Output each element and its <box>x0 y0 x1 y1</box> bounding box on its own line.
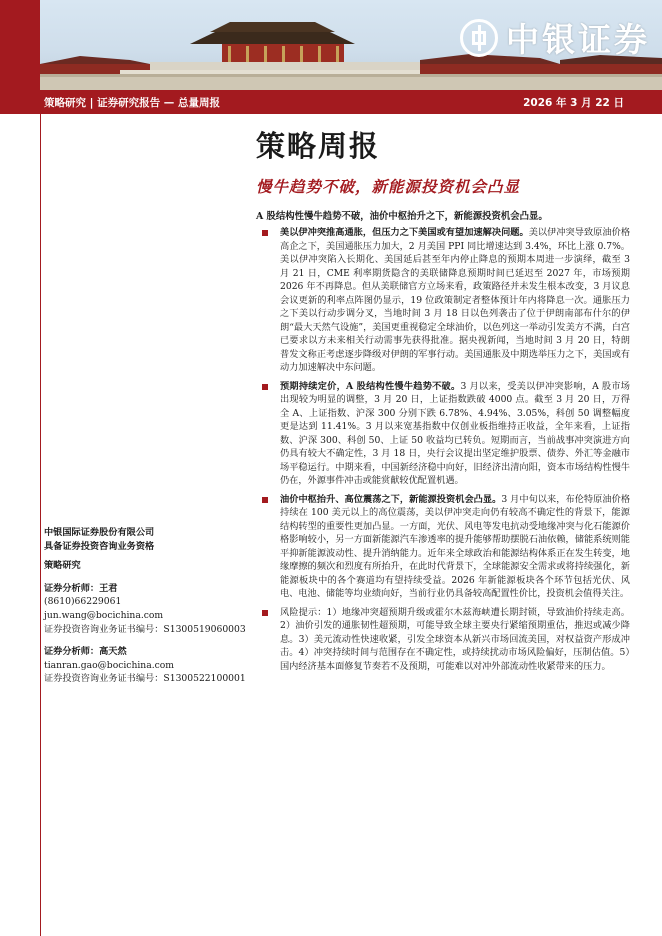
research-section: 策略研究 <box>44 560 81 572</box>
key-point <box>256 226 630 375</box>
analyst-email[interactable]: jun.wang@bocichina.com <box>44 609 164 621</box>
header-banner <box>0 0 662 90</box>
boc-logo-icon <box>460 19 498 57</box>
brand <box>460 14 650 61</box>
key-point-body: 3 月中旬以来，布伦特原油价格持续在 100 美元以上的高位震荡，美以伊冲突走向仍有较高不确定性的背景下，能源结构转型的重要性更加凸显。一方面，光伏、风电等发电抗动受地缘冲突与化石能源价格影响较小，另一方面新能源汽车渗透率的提升能够帮助摆脱石油依赖，储能系统则能平抑新能源波动性、提升消纳能力。近年来全球政治和能源结构体系正在发生转变，地缘摩擦的频次和烈度有所抬升，在此时代背景下，全球能源安全需求或将持续强化，新能源板块中的各个赛道均有望持续受益。2026 年新能源板块各个环节包括光伏、风电、电池、储能等均业绩向好，当前行业仍具备较高配置性价比，投资机会值得关注。 <box>280 493 631 599</box>
sidebar-info <box>44 526 249 686</box>
left-divider <box>40 114 41 936</box>
report-lead: A 股结构性慢牛趋势不破，油价中枢抬升之下，新能源投资机会凸显。 <box>256 211 548 222</box>
key-point-head: 美以伊冲突推高通胀，但压力之下美国或有望加速解决问题。 <box>280 227 529 238</box>
qualification: 具备证券投资咨询业务资格 <box>44 540 155 552</box>
key-point <box>256 380 630 488</box>
bullet-square-icon <box>262 384 268 390</box>
main-content <box>256 124 630 673</box>
key-point-head: 预期持续定价，A 股结构性慢牛趋势不破。 <box>280 380 461 392</box>
key-point-head: 油价中枢抬升、高位震荡之下，新能源投资机会凸显。 <box>280 493 502 505</box>
company-name: 中银国际证券股份有限公司 <box>44 527 155 538</box>
bullet-square-icon <box>262 497 268 503</box>
category-strip <box>0 90 662 114</box>
report-subtitle: 慢牛趋势不破，新能源投资机会凸显 <box>256 177 521 196</box>
risk-text: 风险提示：1）地缘冲突超预期升级或霍尔木兹海峡遭长期封锁，导致油价持续走高。2）油价引发的通胀韧性超预期，可能导致全球主要央行紧缩预期重估，推迟或减少降息。3）美元流动性快速收紧，引发全球资本从新兴市场回流美国，对权益资产形成冲击。4）冲突持续时间与范围存在不确定性，或持续扰动市场风险偏好，压制估值。5）国内经济基本面修复节奏若不及预期，可能难以对冲外部流动性收紧带来的压力。 <box>280 606 630 672</box>
key-points <box>256 226 630 601</box>
report-date: 2026 年 3 月 22 日 <box>523 97 624 109</box>
risk-warning <box>256 606 630 674</box>
report-category: 策略研究 | 证券研究报告 — 总量周报 <box>44 97 220 109</box>
brand-name: 中银证券 <box>506 20 650 59</box>
analyst-license: 证券投资咨询业务证书编号：S1300519060003 <box>44 623 246 635</box>
report-title: 策略周报 <box>256 129 381 163</box>
bullet-square-icon <box>262 610 268 616</box>
analyst-title: 证券分析师：高天然 <box>44 646 127 658</box>
analyst-email[interactable]: tianran.gao@bocichina.com <box>44 659 175 671</box>
banner-red-block <box>0 0 40 90</box>
key-point-body: 美以伊冲突导致原油价格高企之下，美国通胀压力加大，2 月美国 PPI 同比增速达到 3.4%，环比上涨 0.7%。美以伊冲突陷入长期化、美国延后甚至年内停止降息的预期本周进一步演绎，截至 3 月 21 日，CME 利率期货隐含的美联储降息预期时间已延迟至 2027 年，市场预期 2026 年不再降息。但从美联储官方立场来看，政策路径并未发生根本改变，3 月议息会议更新的利率点阵图仍显示，19 位政策制定者整体预计年内将降息一次。通胀压力之下美以行动步调分叉，当地时间 3 月 18 日以色列袭击了位于伊朗南部布什尔的伊朗“最大天然气设施”，美国更重视稳定全球油价，以色列这一举动引发美方不满，白宫已要求以方未来相关行动需事先获得批准。据央视新闻，当地时间 3 月 20 日，特朗普发文称正考虑逐步降级对伊朗的军事行动。美国通胀及中期选举压力之下，美国或有动力加速解决中东问题。 <box>280 227 631 373</box>
key-point <box>256 493 630 601</box>
analyst-license: 证券投资咨询业务证书编号：S1300522100001 <box>44 673 246 685</box>
key-point-body: 3 月以来，受美以伊冲突影响，A 股市场出现较为明显的调整，3 月 20 日，上证指数跌破 4000 点。截至 3 月 20 日，万得全 A、上证指数、沪深 300 分别下跌 6.78%、4.94%、3.05%，科创 50 调整幅度更是达到 11.41%。3 月以来宽基指数中仅创业板指维持正收益，全年来看，上证指数、沪深 300、科创 50、上证 50 收益均已转负。短期而言，当前战事冲突演进方向仍具有较大不确定性，3 月 18 日，央行会议提出坚定维护股票、债券、外汇等金融市场平稳运行。中期来看，中国新经济稳中向好，旧经济出清向阳，资本市场结构性慢牛仍在，外源事件冲击或能赏献较优配置机遇。 <box>280 380 630 486</box>
bullet-square-icon <box>262 230 268 236</box>
analyst-phone: (8610)66229061 <box>44 596 122 608</box>
analyst-title: 证券分析师：王君 <box>44 582 118 594</box>
